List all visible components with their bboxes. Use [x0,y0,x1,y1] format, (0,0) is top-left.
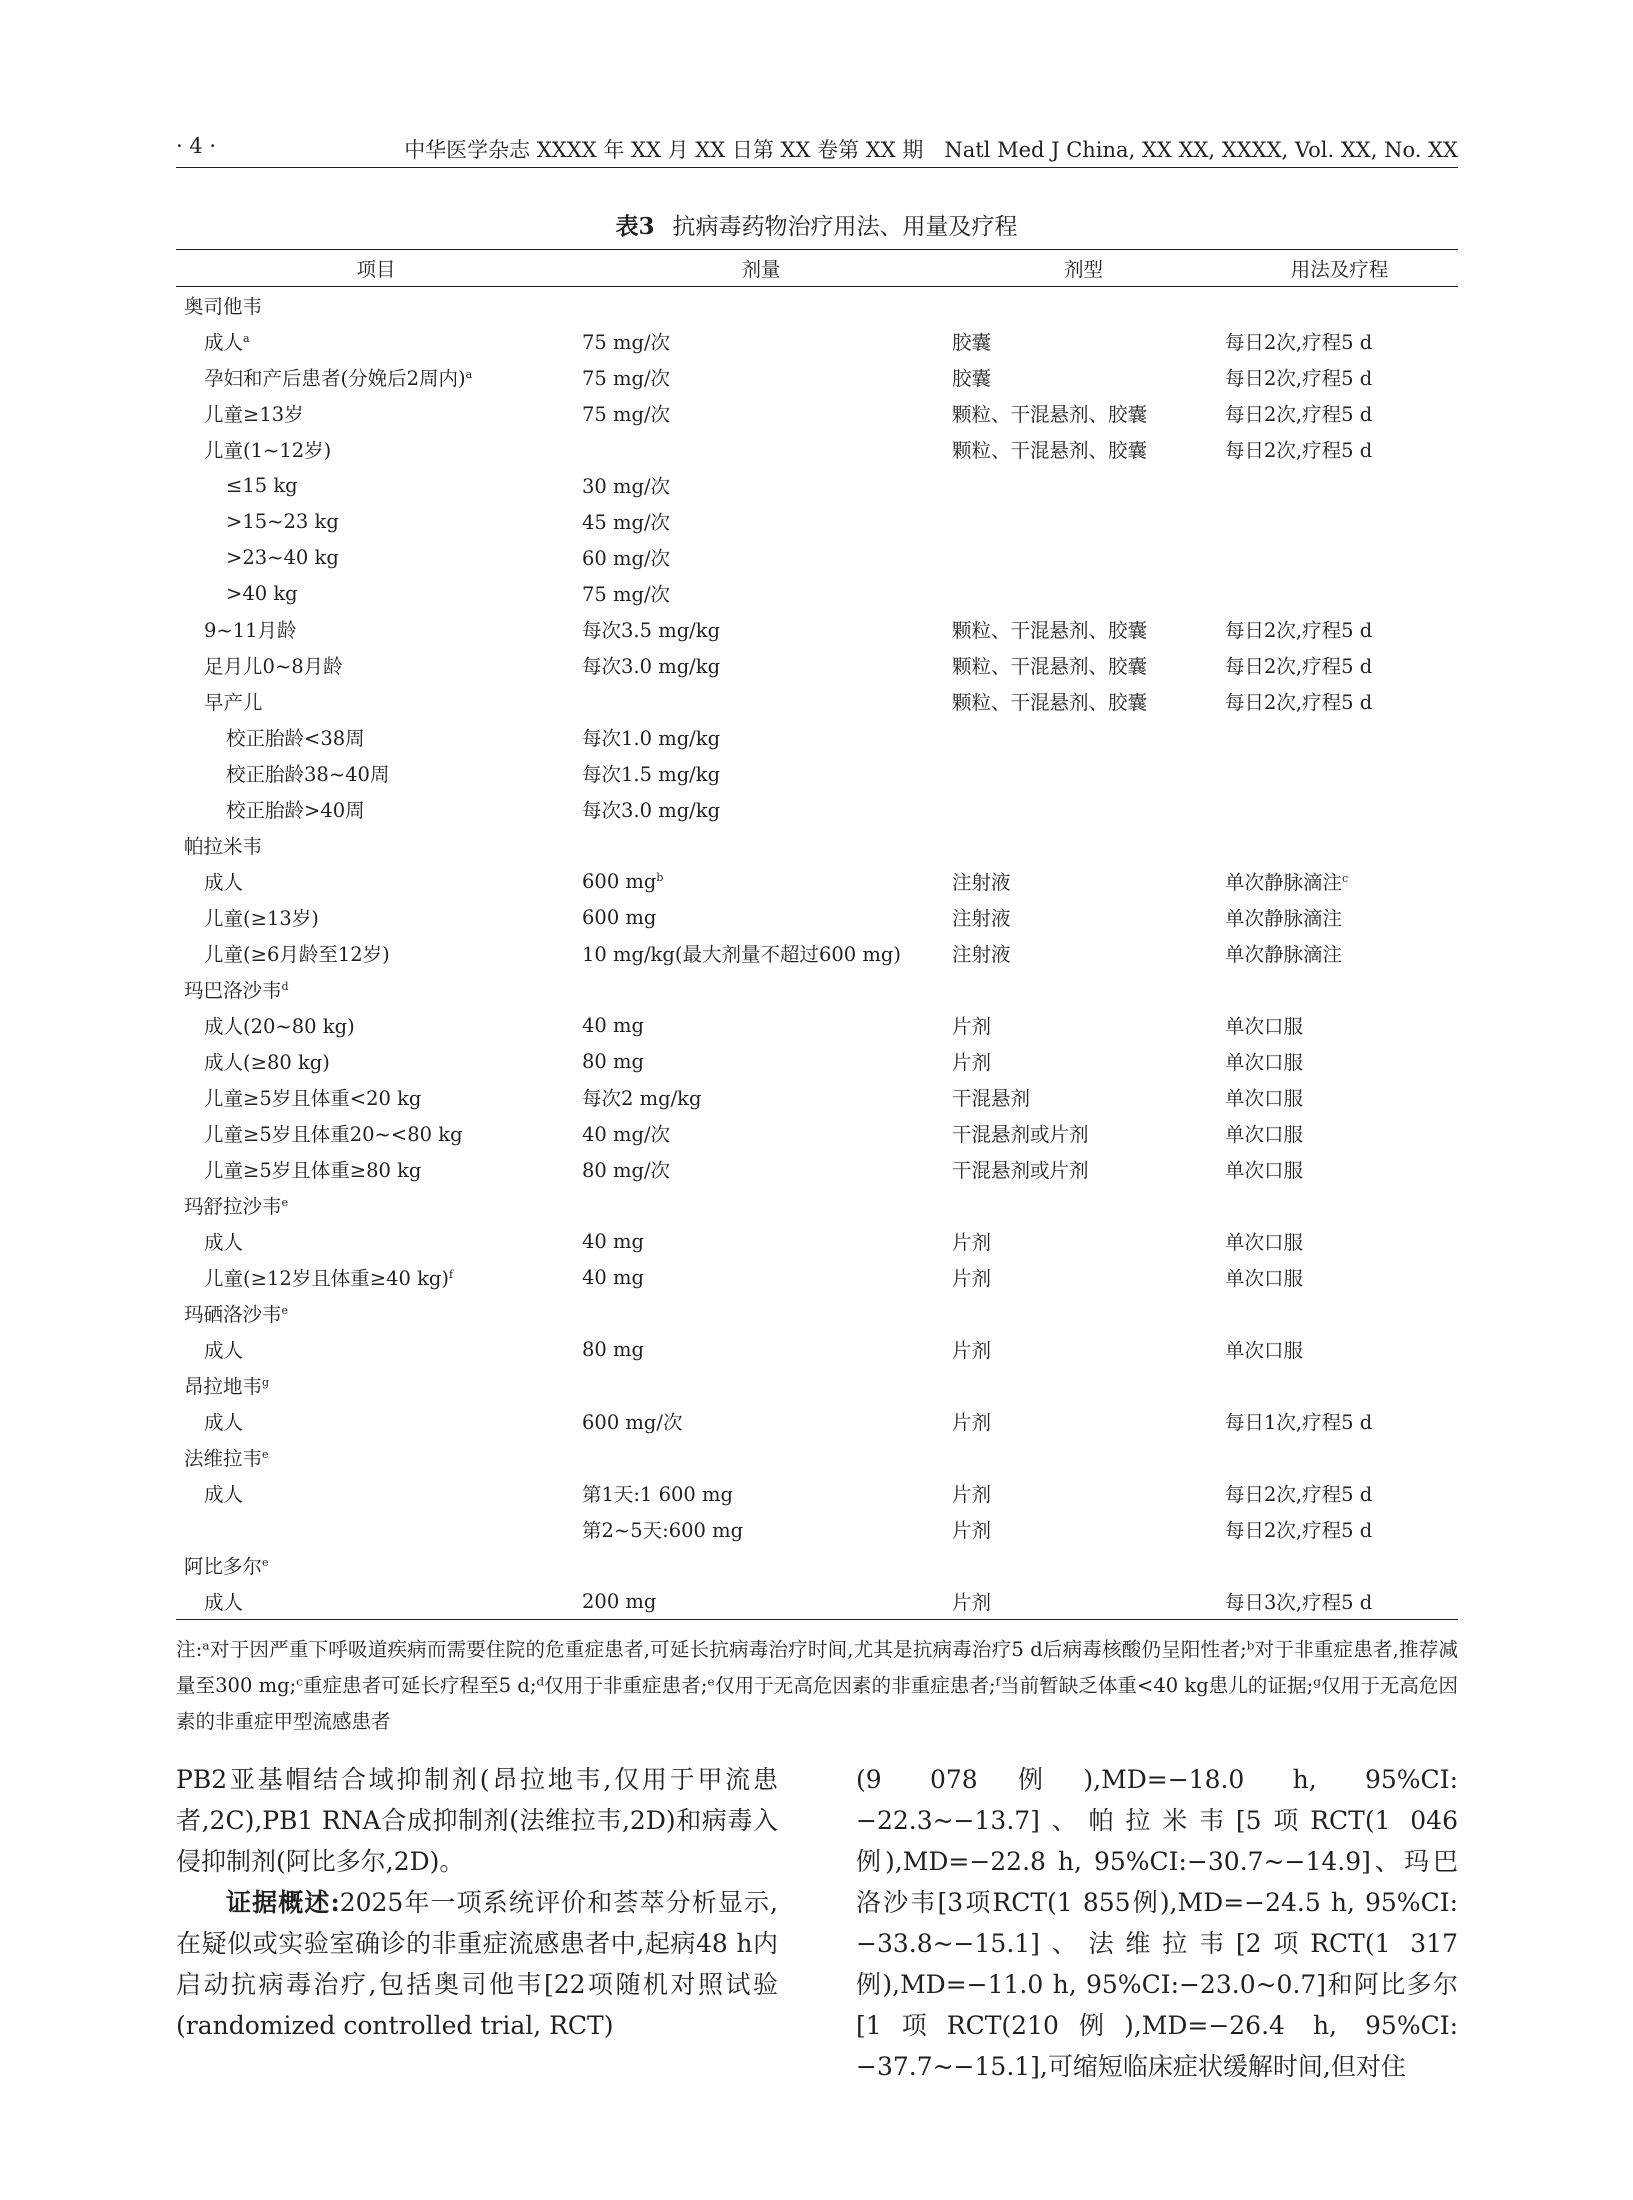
cell-item: 成人 [176,1583,576,1620]
cell-usage [1221,755,1458,791]
page-header [176,128,1458,168]
cell-form: 干混悬剂 [952,1087,1031,1110]
cell-item: 儿童≥5岁且体重20~<80 kg [204,1123,463,1146]
cell-form [946,575,1221,611]
cell-usage: 每日2次,疗程5 d [1225,1519,1373,1542]
table-row [176,323,1458,359]
column-header-form: 剂型 [946,250,1221,287]
cell-dose: 80 mg/次 [582,1159,671,1182]
cell-form [946,827,1221,863]
cell-usage: 每日1次,疗程5 d [1225,1411,1373,1434]
cell-item: 校正胎龄>40周 [226,799,365,822]
cell-form [946,1295,1221,1331]
table-caption [0,208,1633,241]
cell-form: 片剂 [952,1483,992,1506]
cell-dose: 每次3.5 mg/kg [582,619,721,642]
cell-usage: 单次口服 [1225,1159,1304,1182]
cell-dose: 每次1.0 mg/kg [582,727,721,750]
footnote-marker: e [262,1556,269,1569]
cell-usage [1221,503,1458,539]
cell-item: 早产儿 [204,691,263,714]
table-row [176,611,1458,647]
cell-item: 儿童(≥12岁且体重≥40 kg)$^f$ [204,1267,454,1290]
table-row [176,1115,1458,1151]
table-row [176,1475,1458,1511]
table-row [176,1295,1458,1331]
table-row [176,1439,1458,1475]
table-label: 表3 [615,213,655,240]
cell-item: 儿童≥5岁且体重<20 kg [204,1087,422,1110]
table-row [176,647,1458,683]
cell-dose: 每次3.0 mg/kg [582,799,721,822]
cell-form: 胶囊 [952,367,992,390]
table-row [176,575,1458,611]
cell-form: 干混悬剂或片剂 [952,1123,1089,1146]
cell-form: 片剂 [952,1051,992,1074]
cell-dose: 40 mg [582,1013,644,1037]
cell-usage [1221,575,1458,611]
cell-form: 片剂 [952,1015,992,1038]
footnote-marker: d [281,980,289,993]
table-row [176,1007,1458,1043]
cell-usage [1221,827,1458,863]
cell-usage: 单次口服 [1225,1231,1304,1254]
cell-usage: 每日2次,疗程5 d [1225,439,1373,462]
cell-form: 片剂 [946,1583,1221,1620]
table-row [176,395,1458,431]
cell-dose: 40 mg [582,1229,644,1253]
cell-form [946,755,1221,791]
cell-usage: 单次口服 [1225,1015,1304,1038]
cell-usage: 单次口服 [1225,1123,1304,1146]
table-row [176,1403,1458,1439]
footnote-marker: g [262,1376,270,1389]
column-header-dose: 剂量 [576,250,946,287]
cell-usage: 每日2次,疗程5 d [1225,403,1373,426]
cell-form: 胶囊 [952,331,992,354]
cell-dose [576,287,946,324]
cell-usage [1221,467,1458,503]
cell-dose [576,431,946,467]
cell-item: 儿童≥5岁且体重≥80 kg [204,1159,422,1182]
table-row [176,1151,1458,1187]
cell-form [946,287,1221,324]
cell-form: 颗粒、干混悬剂、胶囊 [952,403,1148,426]
table-row [176,539,1458,575]
cell-usage [1221,539,1458,575]
cell-item: 成人$^a$ [204,331,250,354]
cell-dose: 每次3.0 mg/kg [582,655,721,678]
cell-item [176,1511,576,1547]
footnote-marker: e [262,1448,269,1461]
cell-form [946,1367,1221,1403]
cell-usage: 单次口服 [1225,1051,1304,1074]
journal-running-title: 中华医学杂志 XXXX 年 XX 月 XX 日第 XX 卷第 XX 期 Natl Med J China, XX XX, XXXX, Vol. XX, No. XX [404,138,1458,162]
cell-usage: 每日2次,疗程5 d [1225,331,1373,354]
cell-item: 奥司他韦 [184,295,263,318]
cell-usage: 单次静脉滴注$^c$ [1225,871,1349,894]
table-row [176,431,1458,467]
cell-usage: 单次口服 [1225,1339,1304,1362]
cell-item: >15~23 kg [226,509,339,533]
cell-dose: 80 mg [582,1337,644,1361]
table-header-row [176,250,1458,287]
paragraph [176,1882,778,2046]
table-row [176,683,1458,719]
table-title: 抗病毒药物治疗用法、用量及疗程 [672,214,1018,240]
table-row [176,503,1458,539]
cell-item: 帕拉米韦 [184,835,263,858]
cell-item: ≤15 kg [226,473,298,497]
cell-dose: 75 mg/次 [582,403,671,426]
table-row [176,827,1458,863]
cell-item: 昂拉地韦$^g$ [184,1375,270,1398]
cell-form [946,719,1221,755]
cell-dose: 600 $mg^b$ [582,869,664,893]
cell-usage: 单次静脉滴注 [1225,907,1343,930]
cell-usage [1221,287,1458,324]
cell-item: 儿童(≥6月龄至12岁) [204,943,390,966]
cell-form: 注射液 [952,871,1011,894]
cell-dose: 75 mg/次 [582,583,671,606]
table-row [176,1043,1458,1079]
cell-form [946,503,1221,539]
cell-usage: 每日2次,疗程5 d [1225,619,1373,642]
cell-dose [576,1187,946,1223]
cell-dose [576,1547,946,1583]
cell-usage: 单次口服 [1225,1087,1304,1110]
cell-form: 片剂 [952,1519,992,1542]
cell-form: 颗粒、干混悬剂、胶囊 [952,619,1148,642]
cell-item: 阿比多尔$^e$ [184,1555,269,1578]
cell-form: 颗粒、干混悬剂、胶囊 [952,439,1148,462]
cell-dose: 10 mg/kg(最大剂量不超过600 mg) [582,943,901,966]
body-column-right [856,1759,1458,2087]
cell-form: 片剂 [952,1339,992,1362]
cell-form: 颗粒、干混悬剂、胶囊 [952,691,1148,714]
evidence-summary-label: 证据概述: [226,1888,340,1917]
table-row [176,287,1458,324]
table-row [176,1331,1458,1367]
cell-usage [1221,1439,1458,1475]
table-row [176,467,1458,503]
cell-form [946,1439,1221,1475]
header-rule [176,167,1458,168]
paragraph: PB2亚基帽结合域抑制剂(昂拉地韦,仅用于甲流患者,2C),PB1 RNA合成抑制剂(法维拉韦,2D)和病毒入侵抑制剂(阿比多尔,2D)。 [176,1765,778,1876]
cell-item: >40 kg [226,581,298,605]
cell-dose: 40 mg [582,1265,644,1289]
cell-item: 玛舒拉沙韦$^e$ [184,1195,289,1218]
cell-usage: 每日2次,疗程5 d [1225,655,1373,678]
table-row [176,1223,1458,1259]
cell-dose [576,683,946,719]
cell-form: 干混悬剂或片剂 [952,1159,1089,1182]
cell-usage [1221,1187,1458,1223]
cell-form: 片剂 [952,1231,992,1254]
cell-dose: 60 mg/次 [582,547,671,570]
cell-item: 校正胎龄38~40周 [226,763,390,786]
cell-dose: 600 mg/次 [582,1411,683,1434]
cell-usage [1221,719,1458,755]
cell-item: 儿童≥13岁 [204,403,304,426]
table-row [176,1547,1458,1583]
table-footnote: 注:ᵃ对于因严重下呼吸道疾病而需要住院的危重症患者,可延长抗病毒治疗时间,尤其是抗病毒治疗5 d后病毒核酸仍呈阳性者;ᵇ对于非重症患者,推荐减量至300 mg;ᶜ重症患者可延长疗程至5 d;ᵈ仅用于非重症患者;ᵉ仅用于无高危因素的非重症患者;ᶠ当前暂缺乏体重<40 kg患儿的证据;ᵍ仅用于无高危因素的非重症甲型流感患者 [176,1638,1458,1733]
cell-dose [576,1439,946,1475]
table-row [176,791,1458,827]
cell-form: 颗粒、干混悬剂、胶囊 [952,655,1148,678]
cell-dose [576,1295,946,1331]
cell-dose: 第2~5天:600 mg [582,1519,744,1542]
cell-form: 注射液 [952,943,1011,966]
cell-item: 9~11月龄 [204,619,297,642]
cell-dose [576,971,946,1007]
cell-dose: 40 mg/次 [582,1123,671,1146]
column-header-usage: 用法及疗程 [1221,250,1458,287]
cell-item: 成人 [204,1231,244,1254]
cell-item: 成人(≥80 kg) [204,1051,330,1074]
cell-dose: 每次1.5 mg/kg [582,763,721,786]
cell-form [946,467,1221,503]
column-header-item: 项目 [176,250,576,287]
cell-usage: 每日2次,疗程5 d [1225,367,1373,390]
cell-usage: 单次静脉滴注 [1225,943,1343,966]
cell-usage [1221,971,1458,1007]
body-column-left [176,1759,778,2046]
cell-form: 片剂 [952,1267,992,1290]
cell-form [946,971,1221,1007]
table-row [176,1259,1458,1295]
cell-form [946,539,1221,575]
footnote-marker: a [243,332,250,345]
cell-dose: 每次2 mg/kg [582,1087,702,1110]
cell-item: 儿童(1~12岁) [204,439,332,462]
cell-form: 注射液 [952,907,1011,930]
cell-item: 法维拉韦$^e$ [184,1447,269,1470]
footnote-marker: e [281,1196,289,1209]
table-row [176,755,1458,791]
cell-dose: 200 mg [576,1583,946,1620]
paragraph: (9 078例),MD=−18.0 h, 95%CI:−22.3~−13.7]、帕拉米韦[5项RCT(1 046例),MD=−22.8 h, 95%CI:−30.7~−14.9]、玛巴洛沙韦[3项RCT(1 855例),MD=−24.5 h, 95%CI:−33.8~−15.1]、法维拉韦[2项RCT(1 317例),MD=−11.0 h, 95%CI:−23.0~0.7]和阿比多尔[1项RCT(210例),MD=−26.4 h, 95%CI:−37.7~−15.1],可缩短临床症状缓解时间,但对住 [856,1765,1458,2081]
cell-usage: 每日2次,疗程5 d [1225,1483,1373,1506]
footnote-marker: e [281,1304,289,1317]
table-row [176,935,1458,971]
table-row [176,1583,1458,1620]
cell-item: 成人 [204,1483,244,1506]
cell-usage [1221,1295,1458,1331]
table-row [176,1367,1458,1403]
footnote-marker: c [1342,872,1349,885]
cell-item: 成人 [204,1411,244,1434]
table-row [176,1187,1458,1223]
table-row [176,899,1458,935]
cell-usage [1221,1367,1458,1403]
cell-usage [1221,1547,1458,1583]
cell-usage: 单次口服 [1225,1267,1304,1290]
cell-dose [576,827,946,863]
paragraph-text: 2025年一项系统评价和荟萃分析显示,在疑似或实验室确诊的非重症流感患者中,起病48 h内启动抗病毒治疗,包括奥司他韦[22项随机对照试验(randomized controlled trial, RCT) [176,1888,779,2040]
cell-item: 成人(20~80 kg) [204,1015,355,1038]
cell-dose: 第1天:1 600 mg [582,1483,733,1506]
cell-item: 儿童(≥13岁) [204,907,319,930]
cell-form [946,1547,1221,1583]
cell-item: 成人 [204,1339,244,1362]
footnote-marker: b [656,870,664,884]
footnote-marker: f [449,1268,454,1281]
cell-dose: 600 mg [582,905,657,929]
table-row [176,863,1458,899]
cell-item: 成人 [204,871,244,894]
cell-form [946,791,1221,827]
cell-form: 片剂 [952,1411,992,1434]
footnote-marker: a [465,368,473,381]
cell-dose [576,1367,946,1403]
cell-item: 玛硒洛沙韦$^e$ [184,1303,289,1326]
table-row [176,1511,1458,1547]
cell-usage: 每日3次,疗程5 d [1221,1583,1458,1620]
page-number: · 4 · [176,134,217,158]
cell-item: >23~40 kg [226,545,339,569]
table-row [176,359,1458,395]
cell-usage: 每日2次,疗程5 d [1225,691,1373,714]
antiviral-dosage-table [176,249,1458,1620]
table-row [176,719,1458,755]
cell-dose: 30 mg/次 [582,475,671,498]
cell-item: 玛巴洛沙韦$^d$ [184,979,289,1002]
table-row [176,971,1458,1007]
cell-dose: 75 mg/次 [582,331,671,354]
cell-usage [1221,791,1458,827]
cell-item: 足月儿0~8月龄 [204,655,343,678]
cell-item: 校正胎龄<38周 [226,727,365,750]
cell-dose: 75 mg/次 [582,367,671,390]
cell-dose: 45 mg/次 [582,511,671,534]
table-row [176,1079,1458,1115]
cell-form [946,1187,1221,1223]
table-body [176,287,1458,1620]
cell-dose: 80 mg [582,1049,644,1073]
cell-item: 孕妇和产后患者(分娩后2周内)$^a$ [204,367,473,390]
